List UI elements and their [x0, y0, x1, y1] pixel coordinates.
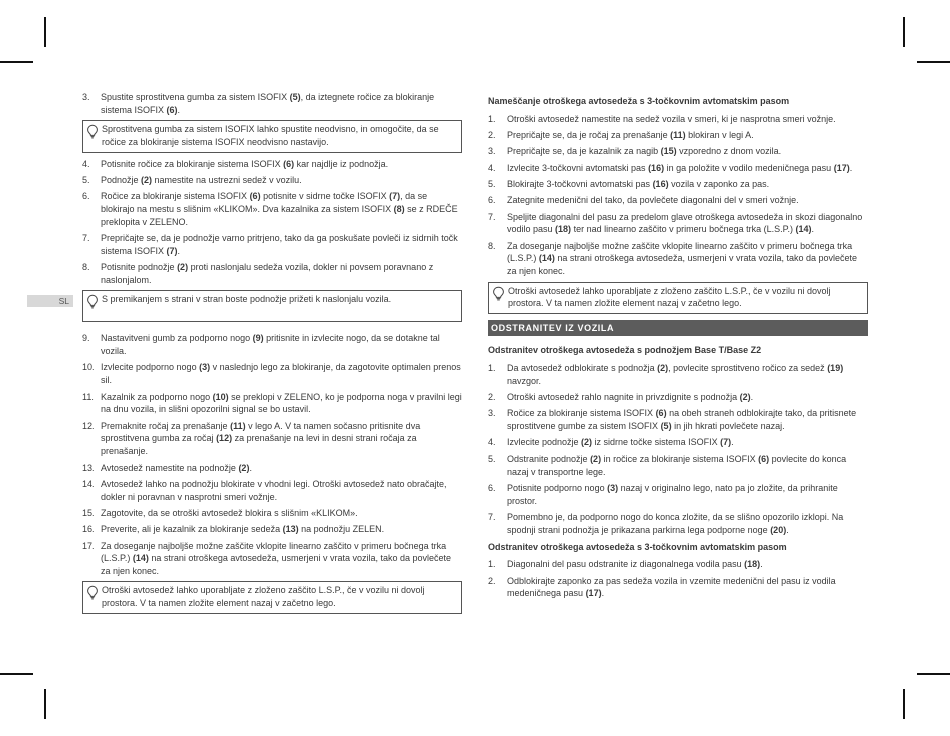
- list-item-text: Kazalnik za podporno nogo (10) se preklopi v ZELENO, ko je podporna noga v pravilni legi na dnu vozila, in slišni opozorilni signal se bo ustavil.: [101, 391, 462, 415]
- list-item-number: 2.: [488, 575, 496, 586]
- list-item: [82, 507, 462, 520]
- list-item: [82, 332, 462, 358]
- crop-mark: [903, 17, 905, 47]
- crop-mark: [44, 689, 46, 719]
- list-item-text: Za doseganje najboljše možne zaščite vklopite linearno zaščito v primeru bočnega trka (L.S.P.) (14) na strani otroškega avtosedeža, usmerjeni v vrata vozila, tako da povlečete za njen konec.: [507, 240, 858, 277]
- list-item-number: 8.: [488, 240, 496, 251]
- list-item: [488, 145, 868, 158]
- list-item-text: Odstranite podnožje (2) in ročice za blokiranje sistema ISOFIX (6) povlecite do konca nazaj v transportne lege.: [507, 453, 847, 477]
- crop-mark: [917, 673, 950, 675]
- list-item-number: 17.: [82, 540, 95, 551]
- list-item: [488, 391, 868, 404]
- list-item-text: Zagotovite, da se otroški avtosedež blokira s slišnim «KLIKOM».: [101, 507, 358, 518]
- list-item-number: 6.: [488, 195, 496, 206]
- crop-mark: [903, 689, 905, 719]
- list-item: [82, 261, 462, 287]
- list-item: [488, 129, 868, 142]
- list-item-text: Speljite diagonalni del pasu za predelom glave otroškega avtosedeža in skozi diagonalno vodilo pasu (18) ter nad linearno zaščito v primeru bočnega trka (L.S.P.) (14).: [507, 211, 863, 235]
- list-item: [82, 158, 462, 171]
- list-item-number: 1.: [488, 362, 496, 373]
- list-item: [488, 453, 868, 479]
- list-item: [82, 462, 462, 475]
- note-text: Otroški avtosedež lahko uporabljate z zloženo zaščito L.S.P., če v vozilu ni dovolj prostora. V ta namen zložite element nazaj v začetno lego.: [508, 285, 831, 309]
- list-item: [488, 575, 868, 601]
- list-item-text: Otroški avtosedež rahlo nagnite in privzdignite s podnožja (2).: [507, 392, 754, 403]
- list-item-text: Prepričajte se, da je podnožje varno pritrjeno, tako da ga poskušate povleči iz sidrnih točk sistema ISOFIX (7).: [101, 233, 458, 256]
- list-item: [82, 190, 462, 228]
- list-item-number: 6.: [82, 191, 90, 202]
- language-tab: SL: [27, 295, 73, 307]
- list-item-number: 1.: [488, 559, 496, 570]
- list-item-number: 4.: [488, 437, 496, 448]
- list-item-text: Avtosedež lahko na podnožju blokirate v vhodni legi. Otroški avtosedež nato obračajte, dokler ni poravnan v nasprotni smeri vožnje.: [101, 478, 447, 502]
- list-item-text: Avtosedež namestite na podnožje (2).: [101, 462, 252, 473]
- list-item: [82, 361, 462, 387]
- list-item-number: 9.: [82, 333, 90, 344]
- list-item-text: Izvlecite 3-točkovni avtomatski pas (16) in ga položite v vodilo medeničnega pasu (17).: [507, 162, 853, 173]
- list-item-text: Blokirajte 3-točkovni avtomatski pas (16) vozila v zaponko za pas.: [507, 178, 770, 189]
- list-item-number: 13.: [82, 462, 95, 473]
- list-item: [488, 362, 868, 388]
- list-item: [82, 174, 462, 187]
- lightbulb-icon: [86, 585, 99, 600]
- note-box: [488, 282, 868, 315]
- list-item-text: Prepričajte se, da je kazalnik za nagib (15) vzporedno z dnom vozila.: [507, 146, 782, 157]
- list-item-number: 3.: [488, 146, 496, 157]
- left-column: [82, 91, 462, 619]
- crop-mark: [0, 673, 33, 675]
- note-text: Otroški avtosedež lahko uporabljate z zloženo zaščito L.S.P., če v vozilu ni dovolj prostora. V ta namen zložite element nazaj v začetno lego.: [102, 585, 425, 609]
- list-item-number: 12.: [82, 420, 95, 431]
- list-item: [488, 194, 868, 207]
- lightbulb-icon: [86, 124, 99, 139]
- list-item-number: 2.: [488, 392, 496, 403]
- subsection-heading: Nameščanje otroškega avtosedeža s 3-točkovnim avtomatskim pasom: [488, 96, 790, 106]
- list-item: [82, 540, 462, 578]
- list-item-text: Izvlecite podporno nogo (3) v naslednjo lego za blokiranje, da zagotovite optimalen prenos sil.: [101, 362, 461, 386]
- lightbulb-icon: [492, 286, 505, 301]
- list-item-text: Potisnite podnožje (2) proti naslonjalu sedeža vozila, dokler ni povsem poravnano z naslonjalom.: [101, 262, 434, 286]
- list-item-number: 16.: [82, 524, 95, 535]
- list-item-text: Diagonalni del pasu odstranite iz diagonalnega vodila pasu (18).: [507, 559, 763, 570]
- list-item-number: 7.: [488, 511, 496, 522]
- list-item: [82, 523, 462, 536]
- list-item: [82, 420, 462, 458]
- list-item-text: Nastavitveni gumb za podporno nogo (9) pritisnite in izvlecite nogo, da se dotakne tal vozila.: [101, 333, 440, 357]
- list-item: [488, 211, 868, 237]
- list-item-text: Preverite, ali je kazalnik za blokiranje sedeža (13) na podnožju ZELEN.: [101, 524, 385, 535]
- list-item-text: Otroški avtosedež namestite na sedež vozila v smeri, ki je nasprotna smeri vožnje.: [507, 113, 836, 124]
- list-item-number: 1.: [488, 113, 496, 124]
- list-item: [488, 436, 868, 449]
- crop-mark: [917, 61, 950, 63]
- note-text: S premikanjem s strani v stran boste podnožje prižeti k naslonjalu vozila.: [102, 294, 392, 305]
- list-item-text: Pomembno je, da podporno nogo do konca zložite, da se slišno opozorilo izklopi. Na spodnji strani podnožja je prikazana parkirna lega podporne noge (20).: [507, 511, 844, 535]
- note-box: [82, 290, 462, 322]
- list-item-number: 15.: [82, 507, 95, 518]
- crop-mark: [44, 17, 46, 47]
- list-item: [488, 407, 868, 433]
- crop-mark: [0, 61, 33, 63]
- list-item-text: Izvlecite podnožje (2) iz sidrne točke sistema ISOFIX (7).: [507, 437, 734, 448]
- list-item: [82, 391, 462, 417]
- right-column: [488, 91, 868, 604]
- list-item-text: Da avtosedež odblokirate s podnožja (2), povlecite sprostitveno ročico za sedež (19) navzgor.: [507, 362, 844, 386]
- list-item-number: 4.: [488, 162, 496, 173]
- note-text: Sprostitvena gumba za sistem ISOFIX lahko spustite neodvisno, in omogočite, da se ročice za blokiranje sistema ISOFIX neodvisno nastavijo.: [102, 124, 439, 147]
- list-item-number: 5.: [82, 174, 90, 185]
- list-item-text: Premaknite ročaj za prenašanje (11) v lego A. V ta namen sočasno pritisnite dva sprostitvena gumba za ročaj (12) za prenašanje na levi in desni strani ročaja za prenašanje.: [101, 420, 421, 457]
- note-box: [82, 120, 462, 153]
- list-item-text: Za doseganje najboljše možne zaščite vklopite linearno zaščito v primeru bočnega trka (L.S.P.) (14) na strani otroškega avtosedeža, usmerjeni v vrata vozila, tako da povlečete za njen konec.: [101, 540, 452, 577]
- list-item: [82, 478, 462, 504]
- subsection-heading: Odstranitev otroškega avtosedeža s 3-točkovnim avtomatskim pasom: [488, 541, 787, 552]
- list-item: [488, 511, 868, 537]
- list-item-text: Ročice za blokiranje sistema ISOFIX (6) na obeh straneh odblokirajte tako, da pritisnete sprostitvene gumbe za sistem ISOFIX (5) in jih hkrati povlečete nazaj.: [507, 408, 857, 432]
- note-box: [82, 581, 462, 614]
- list-item-number: 7.: [82, 233, 90, 244]
- list-item: [488, 162, 868, 175]
- list-item-number: 4.: [82, 158, 90, 169]
- lightbulb-icon: [86, 294, 99, 309]
- list-item-number: 2.: [488, 130, 496, 141]
- list-item-number: 3.: [82, 92, 90, 102]
- list-item-text: Odblokirajte zaponko za pas sedeža vozila in vzemite medenični del pasu iz vodila medeničnega pasu (17).: [507, 575, 836, 599]
- list-item-number: 10.: [82, 362, 95, 373]
- list-item: [488, 113, 868, 126]
- list-item: [488, 240, 868, 278]
- list-item: [488, 482, 868, 508]
- list-item-text: Spustite sprostitvena gumba za sistem ISOFIX (5), da iztegnete ročice za blokiranje sistema ISOFIX (6).: [101, 92, 435, 115]
- list-item-text: Ročice za blokiranje sistema ISOFIX (6) potisnite v sidrne točke ISOFIX (7), da se blokirajo na mestu s slišnim «KLIKOM». Dva kazalnika za sistem ISOFIX (8) se z RDEČE preklopita v ZELENO.: [101, 191, 458, 227]
- list-item-number: 11.: [82, 391, 94, 402]
- list-item-number: 8.: [82, 262, 90, 273]
- list-item-text: Prepričajte se, da je ročaj za prenašanje (11) blokiran v legi A.: [507, 130, 754, 141]
- list-item: [82, 232, 462, 258]
- list-item: [488, 178, 868, 191]
- list-item: [488, 558, 868, 571]
- list-item-number: 14.: [82, 478, 95, 489]
- list-item: [82, 91, 462, 117]
- list-item-number: 7.: [488, 211, 496, 222]
- list-item-number: 3.: [488, 408, 496, 419]
- list-item-text: Zategnite medenični del tako, da povlečete diagonalni del v smeri vožnje.: [507, 195, 799, 206]
- list-item-text: Potisnite ročice za blokiranje sistema ISOFIX (6) kar najdlje iz podnožja.: [101, 158, 389, 169]
- list-item-number: 6.: [488, 482, 496, 493]
- list-item-text: Potisnite podporno nogo (3) nazaj v originalno lego, nato pa jo zložite, da prihranite prostor.: [507, 482, 838, 506]
- list-item-text: Podnožje (2) namestite na ustrezni sedež v vozilu.: [101, 174, 302, 185]
- section-title: ODSTRANITEV IZ VOZILA: [488, 320, 868, 336]
- list-item-number: 5.: [488, 178, 496, 189]
- list-item-number: 5.: [488, 453, 496, 464]
- subsection-heading: Odstranitev otroškega avtosedeža s podnožjem Base T/Base Z2: [488, 345, 762, 356]
